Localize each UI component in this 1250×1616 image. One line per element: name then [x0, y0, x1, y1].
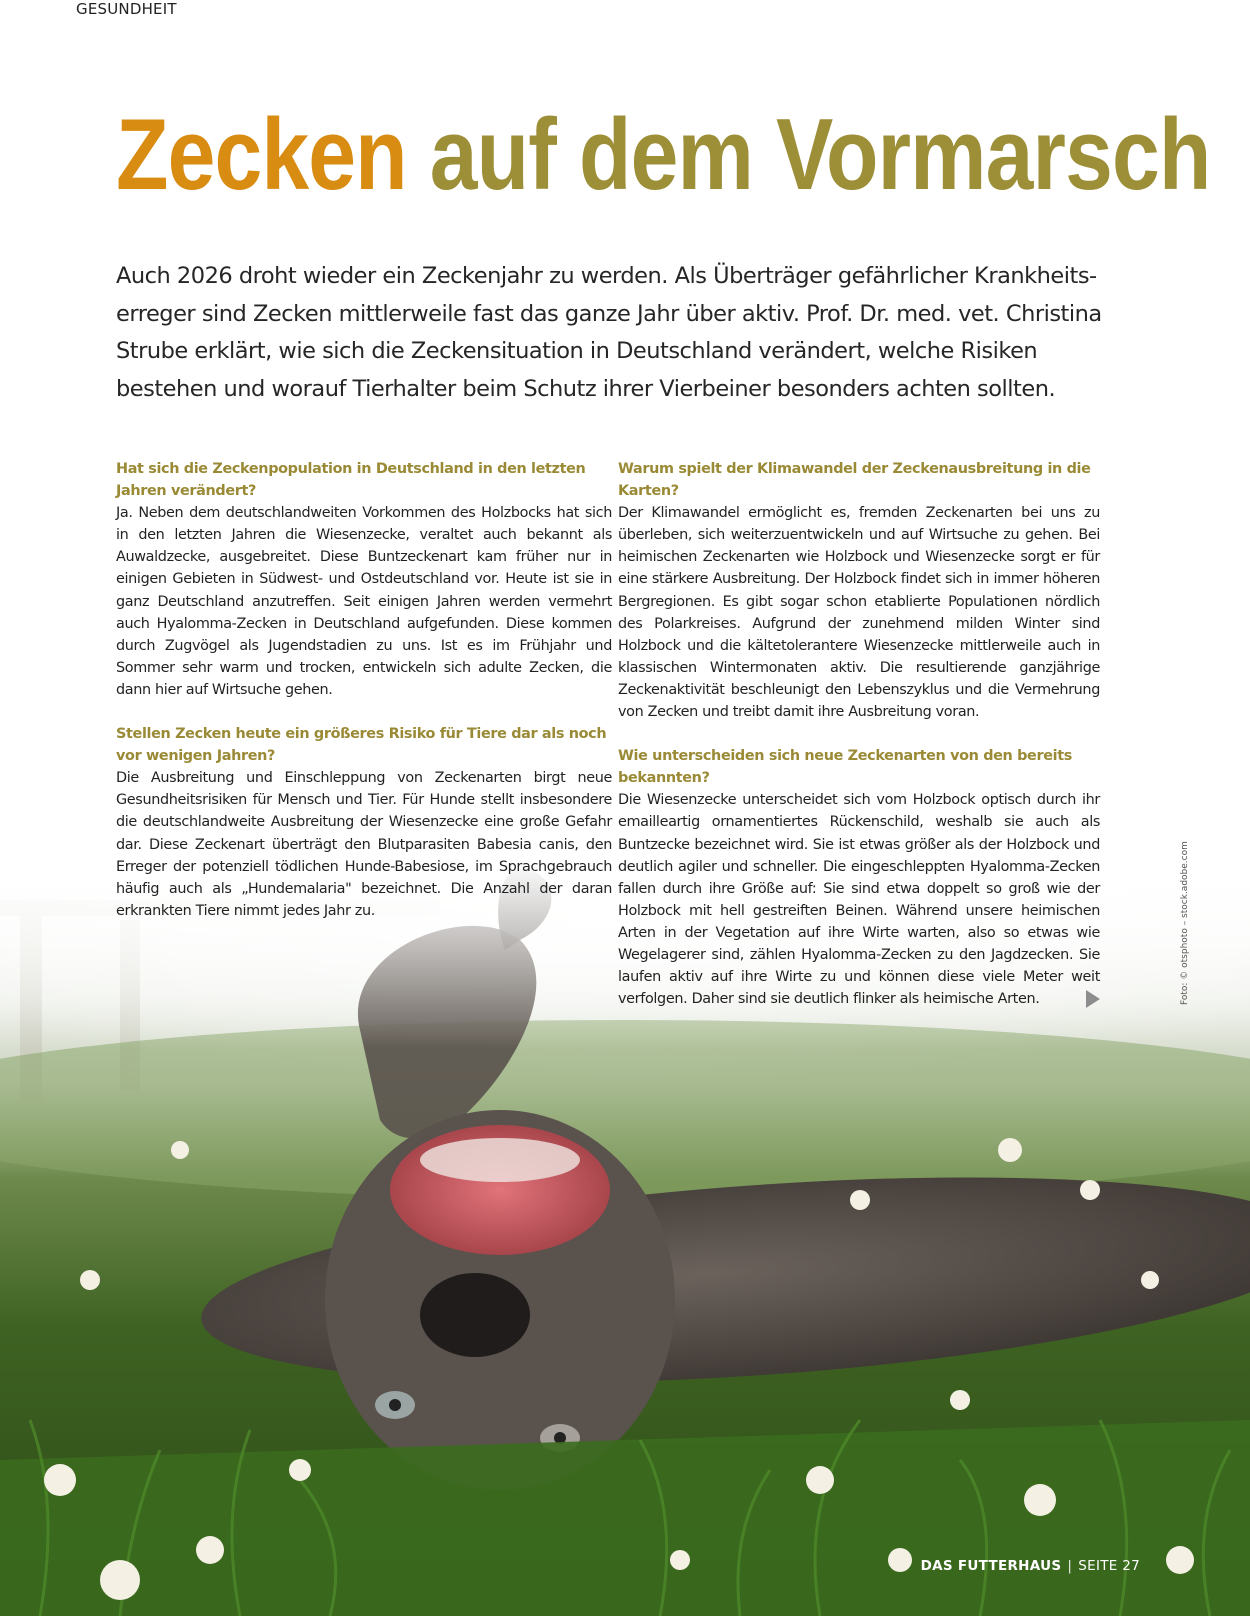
footer-brand: DAS FUTTERHAUS — [920, 1558, 1062, 1574]
page-footer — [921, 1558, 1140, 1574]
page-title — [116, 99, 1211, 211]
page-number: SEITE 27 — [1078, 1558, 1140, 1574]
photo-credit: Foto: © otsphoto – stock.adobe.com — [1180, 841, 1190, 1005]
continue-arrow-icon[interactable] — [1086, 990, 1100, 1008]
question-heading: Hat sich die Zeckenpopulation in Deutschland in den letzten Jahren verändert? — [116, 461, 586, 500]
section-label: GESUNDHEIT — [76, 0, 177, 18]
answer-paragraph — [618, 789, 1100, 1010]
intro-paragraph: Auch 2026 droht wieder ein Zeckenjahr zu werden. Als Überträger gefährlicher Krankheitserreger sind Zecken mittlerweile fast das ganze Jahr über aktiv. Prof. Dr. med. vet. Christina Strube erklärt, wie sich die Zeckensituation in Deutschland verändert, welche Risiken bestehen und worauf Tierhalter beim Schutz ihrer Vierbeiner besonders achten sollten. — [116, 263, 1102, 402]
answer-paragraph: Der Klimawandel ermöglicht es, fremden Zeckenarten bei uns zu überleben, sich weiterzuentwickeln und auf Wirtsuche zu gehen. Bei heimischen Zeckenarten wie Holzbock und Wiesenzecke sorgt er für eine stärkere Ausbreitung. Der Holzbock findet sich in immer höheren Bergregionen. Es gibt sogar schon etablierte Populationen nördlich des Polarkreises. Aufgrund der zunehmend milden Winter sind Holzbock und die kältetolerantere Wiesenzecke mittlerweile auch in klassischen Wintermonaten aktiv. Die resultierende ganzjährige Zeckenaktivität beschleunigt den Lebenszyklus und die Vermehrung von Zecken und treibt damit ihre Ausbreitung voran. — [618, 505, 1100, 721]
question-heading: Warum spielt der Klimawandel der Zeckenausbreitung in die Karten? — [618, 461, 1091, 500]
left-column — [116, 458, 612, 944]
answer-paragraph: Ja. Neben dem deutschlandweiten Vorkommen des Holzbocks hat sich in den letzten Jahren die Wiesenzecke, veraltet auch bekannt als Auwaldzecke, ausgebreitet. Diese Buntzeckenart kam früher nur in einigen Gebieten in Südwest- und Ostdeutschland vor. Heute ist sie in ganz Deutschland anzutreffen. Seit einigen Jahren werden vermehrt auch Hyalomma-Zecken in Deutschland aufgefunden. Diese kommen durch Zugvögel als Jugendstadien zu uns. Ist es im Frühjahr und Sommer sehr warm und trocken, entwickeln sich adulte Zecken, die dann hier auf Wirtsuche gehen. — [116, 505, 612, 698]
answer-text: Die Wiesenzecke unterscheidet sich vom Holzbock optisch durch ihr emailleartig ornamentiertes Rückenschild, weshalb sie auch als Buntzecke bezeichnet wird. Sie ist etwas größer als der Holzbock und deutlich agiler und schneller. Die eingeschleppten Hyalomma-Zecken fallen durch ihre Größe auf: Sie sind etwa doppelt so groß wie der Holzbock mit hell gestreiften Beinen. Während unsere heimischen Arten in der Vegetation auf ihre Wirte warten, also so etwas wie Wegelagerer sind, zählen Hyalomma-Zecken zu den Jagdzecken. Sie laufen aktiv auf ihre Wirte zu und können diese viele Meter weit verfolgen. Daher sind sie deutlich flinker als heimische Arten. — [618, 792, 1100, 1008]
right-column — [618, 458, 1100, 1032]
answer-paragraph: Die Ausbreitung und Einschleppung von Zeckenarten birgt neue Gesundheitsrisiken für Mensch und Tier. Für Hunde stellt insbesondere die deutschlandweite Ausbreitung der Wiesenzecke eine große Gefahr dar. Diese Zeckenart überträgt den Blutparasiten Babesia canis, den Erreger der potenziell tödlichen Hunde-Babesiose, im Sprachgebrauch häufig auch als „Hundemalaria" bezeichnet. Die Anzahl der daran erkrankten Tiere nimmt jedes Jahr zu. — [116, 770, 612, 919]
footer-separator: | — [1067, 1558, 1073, 1574]
question-heading: Stellen Zecken heute ein größeres Risiko für Tiere dar als noch vor wenigen Jahren? — [116, 726, 607, 765]
title-main: auf dem Vormarsch — [429, 99, 1211, 211]
title-accent: Zecken — [116, 99, 407, 211]
question-heading: Wie unterscheiden sich neue Zeckenarten von den bereits bekannten? — [618, 748, 1072, 787]
